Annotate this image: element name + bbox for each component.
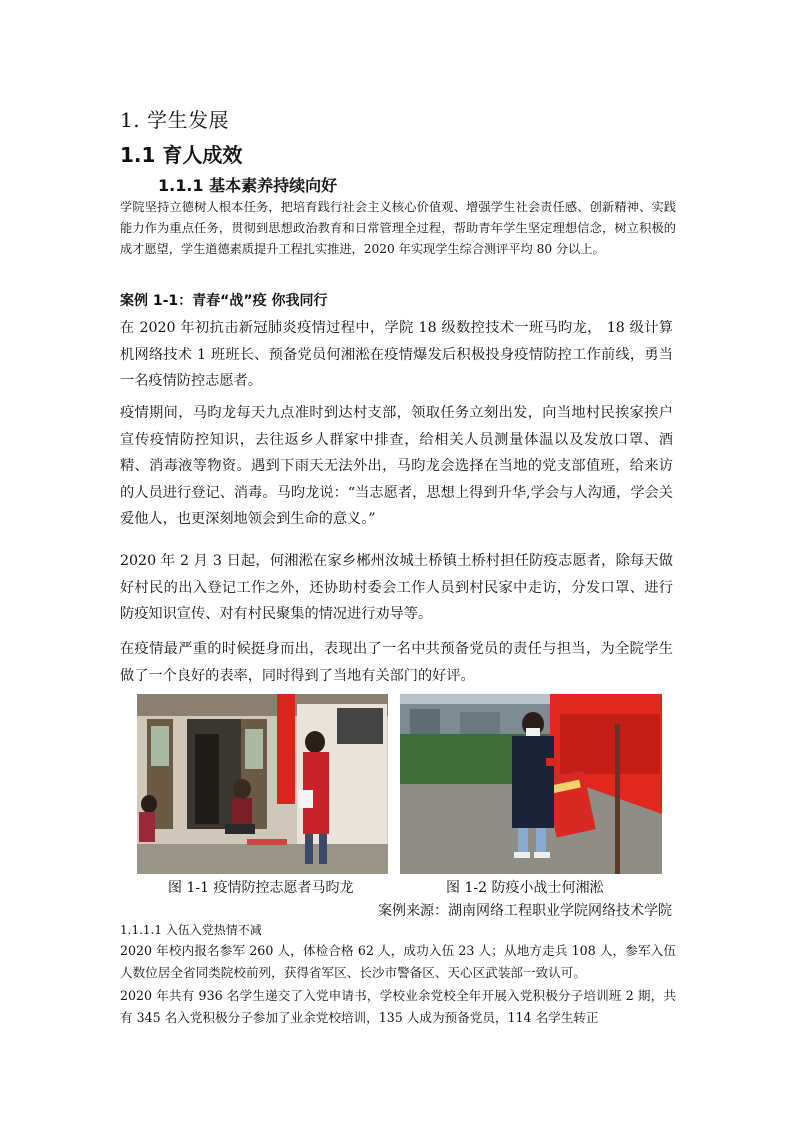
photo-caption-1: 图 1-1 疫情防控志愿者马昀龙 — [168, 880, 354, 896]
photo-volunteer-ma-illustration — [137, 694, 388, 874]
case-paragraph-3: 2020 年 2 月 3 日起，何湘淞在家乡郴州汝城土桥镇土桥村担任防疫志愿者，除每天做好村民的出入登记工作之外，还协助村委会工作人员到村民家中走访，分发口罩、进行防疫知识宣传、对有村民聚集的情况进行劝导等。 — [120, 553, 673, 622]
section-heading-3: 1.1.1 基本素养持续向好 — [158, 176, 338, 195]
intro-paragraph: 学院坚持立德树人根本任务，把培育践行社会主义核心价值观、增强学生社会责任感、创新精神、实践能力作为重点任务，贯彻到思想政治教育和日常管理全过程，帮助青年学生坚定理想信念，树立积极的成才愿望，学生道德素质提升工程扎实推进，2020 年实现学生综合测评平均 80 分以上。 — [120, 200, 676, 256]
photo-volunteer-he — [400, 694, 662, 874]
photo-volunteer-he-illustration — [400, 694, 662, 874]
case-paragraph-1: 在 2020 年初抗击新冠肺炎疫情过程中，学院 18 级数控技术一班马昀龙， 18 级计算机网络技术 1 班班长、预备党员何湘淞在疫情爆发后积极投身疫情防控工作前线，勇当一名疫情防控志愿者。 — [120, 320, 673, 389]
case-title: 案例 1-1：青春“战”疫 你我同行 — [120, 293, 328, 309]
photo-volunteer-ma — [137, 694, 388, 874]
section-heading-4: 1.1.1.1 入伍入党热情不减 — [120, 923, 262, 937]
party-membership-paragraph: 2020 年共有 936 名学生递交了入党申请书，学校业余党校全年开展入党积极分子培训班 2 期，共有 345 名入党积极分子参加了业余党校培训，135 人成为预备党员，114 名学生转正 — [120, 988, 676, 1025]
case-paragraph-2: 疫情期间，马昀龙每天九点准时到达村支部，领取任务立刻出发，向当地村民挨家挨户宣传疫情防控知识，去往返乡人群家中排查，给相关人员测量体温以及发放口罩、酒精、消毒液等物资。遇到下雨天无法外出，马昀龙会选择在当地的党支部值班，给来访的人员进行登记、消毒。马昀龙说：“当志愿者，思想上得到升华,学会与人沟通，学会关爱他人，也更深刻地领会到生命的意义。” — [120, 405, 673, 527]
section-heading-1: 1. 学生发展 — [120, 108, 229, 132]
photo-caption-2: 图 1-2 防疫小战士何湘淞 — [446, 880, 604, 896]
section-heading-2: 1.1 育人成效 — [120, 143, 243, 167]
enlistment-paragraph: 2020 年校内报名参军 260 人，体检合格 62 人，成功入伍 23 人；从地方走兵 108 人，参军入伍人数位居全省同类院校前列，获得省军区、长沙市警备区、天心区武装部一致认可。 — [120, 943, 676, 980]
case-paragraph-4: 在疫情最严重的时候挺身而出，表现出了一名中共预备党员的责任与担当，为全院学生做了一个良好的表率，同时得到了当地有关部门的好评。 — [120, 641, 673, 684]
case-source: 案例来源：湖南网络工程职业学院网络技术学院 — [378, 903, 672, 919]
